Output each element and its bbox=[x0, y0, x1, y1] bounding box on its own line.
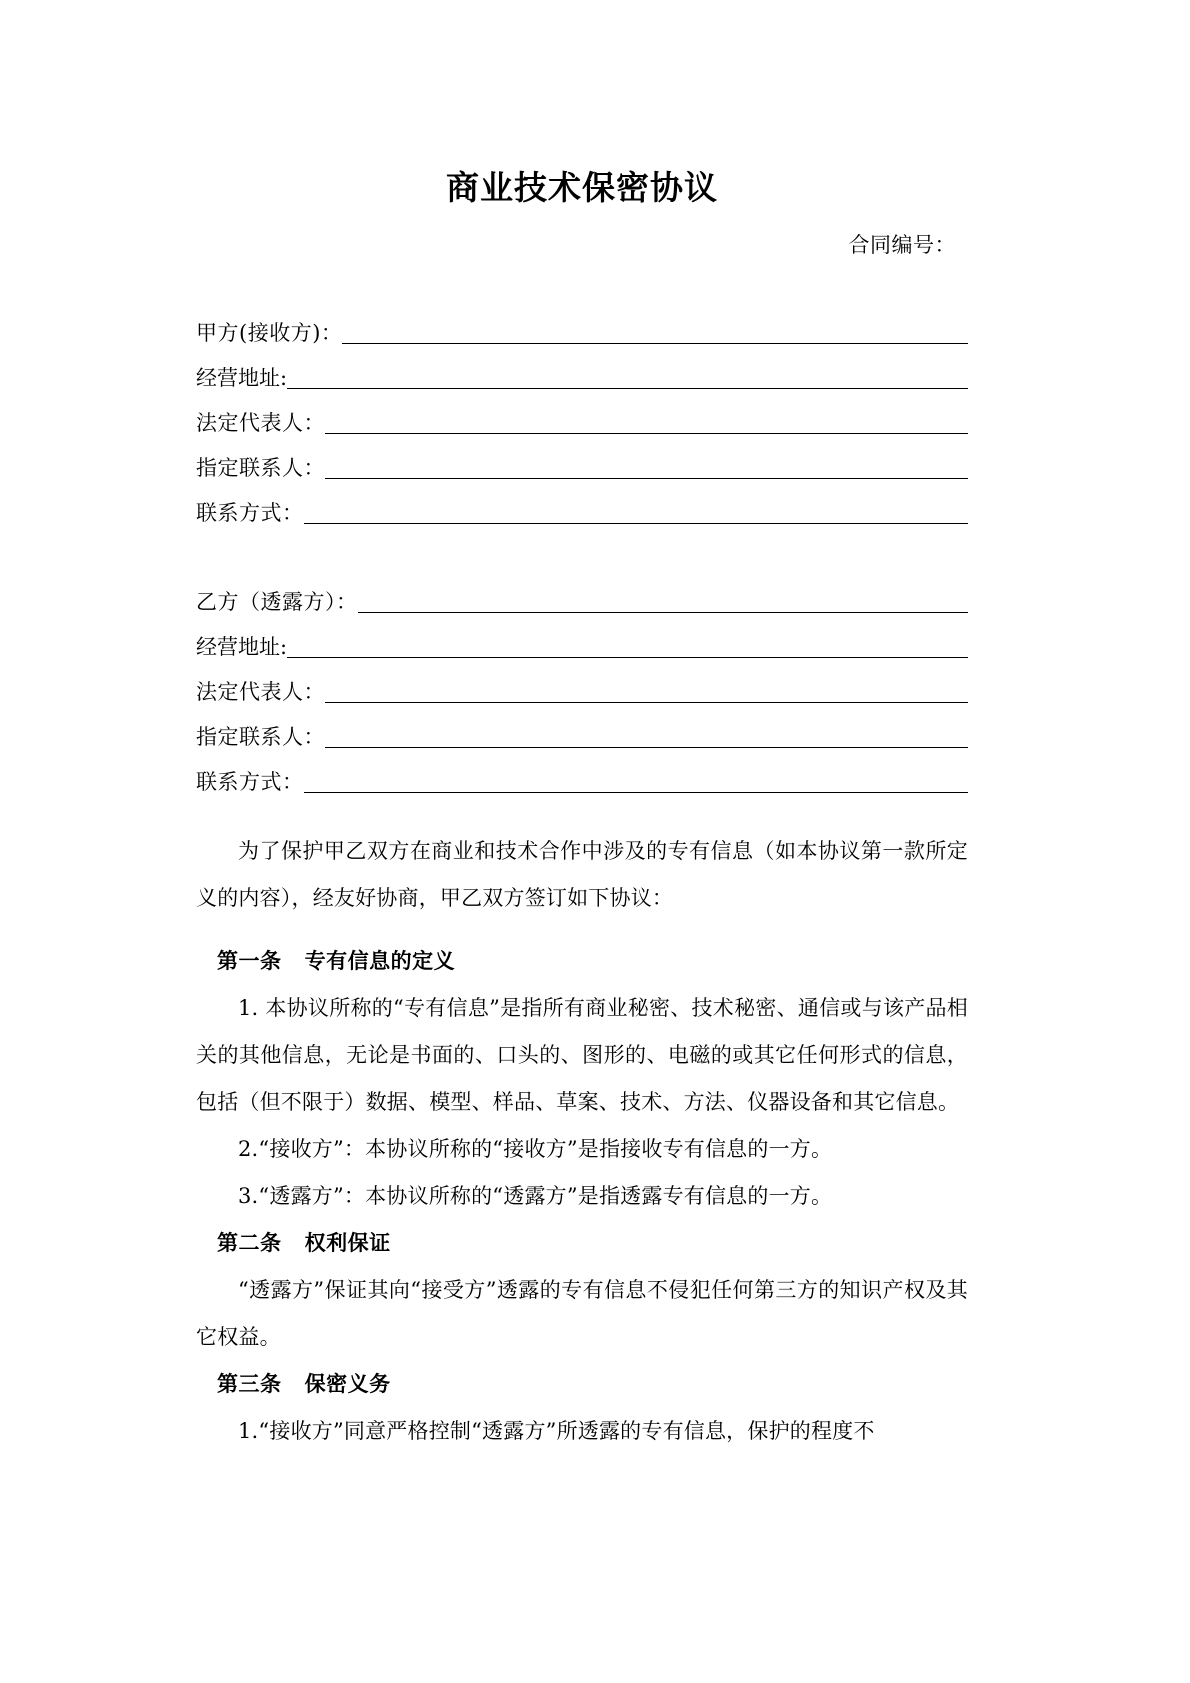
field-blank-party-a-contact-method[interactable] bbox=[304, 497, 969, 524]
clause-heading-3 bbox=[196, 1361, 968, 1408]
field-label-party-a-contact-person: 指定联系人： bbox=[196, 455, 325, 480]
field-row-party-a-address bbox=[196, 347, 968, 392]
field-row-party-b-contact-person bbox=[196, 706, 968, 751]
clause-heading-2 bbox=[196, 1220, 968, 1267]
field-blank-party-b-legal-rep[interactable] bbox=[325, 676, 968, 703]
clause-1-item-2: 2.“接收方”：本协议所称的“接收方”是指接收专有信息的一方。 bbox=[238, 1136, 833, 1161]
field-row-party-a-contact-method bbox=[196, 482, 968, 527]
field-blank-party-b-address[interactable] bbox=[287, 631, 968, 658]
clause-number-2: 第二条 bbox=[217, 1230, 282, 1255]
clause-title-3: 保密义务 bbox=[304, 1371, 391, 1396]
field-row-party-b-contact-method bbox=[196, 751, 968, 796]
field-label-party-a-address: 经营地址: bbox=[196, 365, 288, 390]
field-blank-party-b-name[interactable] bbox=[358, 586, 969, 613]
field-row-party-a-name bbox=[196, 302, 968, 347]
field-blank-party-a-contact-person[interactable] bbox=[325, 452, 968, 479]
field-label-party-a-contact-method: 联系方式： bbox=[196, 500, 304, 525]
clause-1-item-1: 1. 本协议所称的“专有信息”是指所有商业秘密、技术秘密、通信或与该产品相关的其他信息，无论是书面的、口头的、图形的、电磁的或其它任何形式的信息，包括（但不限于）数据、模型、样品、草案、技术、方法、仪器设备和其它信息。 bbox=[196, 995, 968, 1114]
field-blank-party-b-contact-method[interactable] bbox=[304, 766, 969, 793]
field-label-party-b-contact-method: 联系方式： bbox=[196, 769, 304, 794]
clause-3-item-1: 1.“接收方”同意严格控制“透露方”所透露的专有信息，保护的程度不 bbox=[238, 1418, 875, 1443]
field-label-party-b-legal-rep: 法定代表人： bbox=[196, 679, 325, 704]
clause-title-1: 专有信息的定义 bbox=[304, 948, 456, 973]
contract-number-label: 合同编号： bbox=[848, 232, 956, 257]
clause-title-2: 权利保证 bbox=[304, 1230, 391, 1255]
field-row-party-b-address bbox=[196, 616, 968, 661]
clause-number-3: 第三条 bbox=[217, 1371, 282, 1396]
field-row-party-b-name bbox=[196, 571, 968, 616]
clause-number-1: 第一条 bbox=[217, 948, 282, 973]
field-row-party-a-contact-person bbox=[196, 437, 968, 482]
field-blank-party-b-contact-person[interactable] bbox=[325, 721, 968, 748]
field-label-party-a-legal-rep: 法定代表人： bbox=[196, 410, 325, 435]
field-blank-party-a-name[interactable] bbox=[342, 317, 968, 344]
party-a-block bbox=[196, 258, 968, 527]
clause-2-item-1: “透露方”保证其向“接受方”透露的专有信息不侵犯任何第三方的知识产权及其它权益。 bbox=[196, 1277, 968, 1349]
document-content bbox=[196, 0, 968, 1455]
field-label-party-b-contact-person: 指定联系人： bbox=[196, 724, 325, 749]
field-label-party-b-address: 经营地址: bbox=[196, 634, 288, 659]
field-label-party-a-name: 甲方(接收方)： bbox=[196, 320, 343, 345]
clause-heading-1 bbox=[196, 938, 968, 985]
clause-1-item-3: 3.“透露方”：本协议所称的“透露方”是指透露专有信息的一方。 bbox=[238, 1183, 833, 1208]
page-title: 商业技术保密协议 bbox=[446, 168, 718, 207]
field-blank-party-a-address[interactable] bbox=[287, 362, 968, 389]
field-row-party-a-legal-rep bbox=[196, 392, 968, 437]
field-blank-party-a-legal-rep[interactable] bbox=[325, 407, 968, 434]
preamble-paragraph: 为了保护甲乙双方在商业和技术合作中涉及的专有信息（如本协议第一款所定义的内容），经友好协商，甲乙双方签订如下协议： bbox=[196, 838, 968, 910]
party-b-block bbox=[196, 527, 968, 796]
field-label-party-b-name: 乙方（透露方）： bbox=[196, 589, 358, 614]
preamble-spacer bbox=[196, 922, 968, 938]
field-row-party-b-legal-rep bbox=[196, 661, 968, 706]
